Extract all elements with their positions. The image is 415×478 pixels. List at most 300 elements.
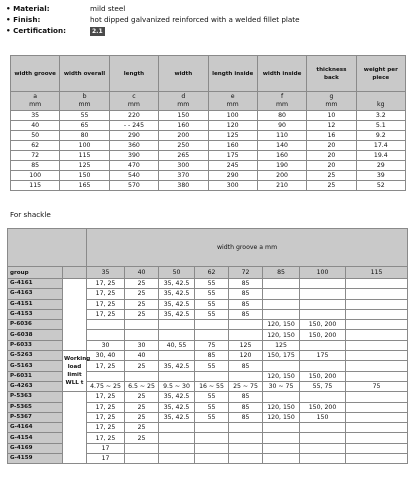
table-cell: 25 xyxy=(307,171,356,181)
group-cell: P-6036 xyxy=(8,320,63,330)
header-blank xyxy=(8,229,87,267)
group-cell: P-5367 xyxy=(8,412,63,422)
wll-cell xyxy=(125,320,159,330)
table-cell: 115 xyxy=(11,181,60,191)
unit-cell xyxy=(307,92,356,111)
wll-cell: 55 xyxy=(195,289,229,299)
table-cell: 300 xyxy=(208,181,257,191)
column-header-row xyxy=(8,267,408,279)
width-groove-header: width groove a mm xyxy=(87,229,408,267)
wll-cell xyxy=(159,454,195,464)
wll-cell xyxy=(346,371,408,381)
wll-cell: 17, 25 xyxy=(87,412,125,422)
wll-cell: 35, 42.5 xyxy=(159,309,195,319)
wll-cell xyxy=(159,351,195,361)
wll-cell: 150 xyxy=(300,412,346,422)
dimensions-header-row xyxy=(11,56,406,92)
table-cell: 12 xyxy=(307,121,356,131)
wll-cell: 55 xyxy=(195,412,229,422)
wll-cell xyxy=(195,454,229,464)
wll-cell: 85 xyxy=(229,361,263,371)
table-cell: 29 xyxy=(356,161,405,171)
table-row xyxy=(11,181,406,191)
table-row xyxy=(11,151,406,161)
unit-label: mm xyxy=(325,101,338,108)
wll-cell: 120, 150 xyxy=(263,371,300,381)
wll-cell xyxy=(263,433,300,443)
label-spacer xyxy=(63,279,87,351)
column-header: length xyxy=(109,56,158,92)
wll-cell: 85 xyxy=(229,392,263,402)
wll-cell: 120, 150 xyxy=(263,412,300,422)
width-column-header: 72 xyxy=(229,267,263,279)
wll-cell xyxy=(263,392,300,402)
wll-cell xyxy=(229,454,263,464)
wll-cell: 17, 25 xyxy=(87,289,125,299)
table-cell: 52 xyxy=(356,181,405,191)
table-row xyxy=(11,131,406,141)
wll-cell xyxy=(300,443,346,453)
wll-cell: 150, 200 xyxy=(300,371,346,381)
wll-cell xyxy=(300,423,346,433)
table-cell: 40 xyxy=(11,121,60,131)
wll-cell: 55 xyxy=(195,402,229,412)
table-cell: - - 245 xyxy=(109,121,158,131)
table-cell: 360 xyxy=(109,141,158,151)
unit-label: mm xyxy=(127,101,140,108)
wll-cell: 25 xyxy=(125,433,159,443)
wll-cell: 120 xyxy=(229,351,263,361)
wll-cell: 6.5 ~ 25 xyxy=(125,381,159,391)
group-cell: G-4161 xyxy=(8,279,63,289)
wll-cell xyxy=(125,371,159,381)
wll-cell xyxy=(300,361,346,371)
table-cell: 150 xyxy=(60,171,109,181)
header-blank xyxy=(63,267,87,279)
group-cell: G-5163 xyxy=(8,361,63,371)
wll-cell: 17, 25 xyxy=(87,392,125,402)
wll-cell: 55 xyxy=(195,309,229,319)
wll-cell: 55 xyxy=(195,392,229,402)
wll-cell xyxy=(346,423,408,433)
table-cell: 16 xyxy=(307,131,356,141)
column-header: width xyxy=(159,56,208,92)
unit-cell xyxy=(109,92,158,111)
wll-cell xyxy=(263,299,300,309)
wll-cell: 85 xyxy=(229,309,263,319)
wll-cell: 25 xyxy=(125,412,159,422)
spec-list xyxy=(6,3,411,36)
wll-cell: 30 xyxy=(125,340,159,350)
table-cell: 125 xyxy=(208,131,257,141)
wll-cell: 125 xyxy=(229,340,263,350)
dimension-letter: f xyxy=(280,93,284,100)
wll-cell: 25 xyxy=(125,289,159,299)
table-cell: 50 xyxy=(11,131,60,141)
unit-cell xyxy=(257,92,306,111)
wll-cell xyxy=(346,443,408,453)
dimension-letter: b xyxy=(82,93,87,100)
group-cell: G-4169 xyxy=(8,443,63,453)
unit-label: mm xyxy=(29,101,42,108)
spec-key: • Certification: xyxy=(6,26,66,35)
wll-cell xyxy=(125,443,159,453)
table-row xyxy=(11,171,406,181)
wll-cell xyxy=(300,433,346,443)
wll-cell: 85 xyxy=(229,289,263,299)
table-cell: 540 xyxy=(109,171,158,181)
wll-cell xyxy=(300,392,346,402)
spec-key: • Finish: xyxy=(6,15,41,24)
wll-cell xyxy=(195,433,229,443)
wll-cell: 150, 175 xyxy=(263,351,300,361)
wll-cell: 17 xyxy=(87,443,125,453)
wll-cell: 35, 42.5 xyxy=(159,392,195,402)
unit-label: mm xyxy=(226,101,239,108)
wll-cell: 17, 25 xyxy=(87,309,125,319)
dimension-letter: a xyxy=(33,93,38,100)
group-cell: P-5365 xyxy=(8,402,63,412)
wll-cell: 17, 25 xyxy=(87,423,125,433)
table-row xyxy=(11,141,406,151)
wll-cell: 85 xyxy=(229,299,263,309)
wll-cell xyxy=(263,309,300,319)
wll-cell: 17, 25 xyxy=(87,361,125,371)
wll-cell: 17, 25 xyxy=(87,433,125,443)
table-cell: 140 xyxy=(257,141,306,151)
wll-cell xyxy=(346,351,408,361)
group-cell: G-6038 xyxy=(8,330,63,340)
wll-cell xyxy=(346,361,408,371)
wll-cell xyxy=(263,443,300,453)
table-cell: 62 xyxy=(11,141,60,151)
wll-cell xyxy=(346,392,408,402)
column-header: width overall xyxy=(60,56,109,92)
wll-cell: 25 xyxy=(125,279,159,289)
table-row xyxy=(8,351,408,361)
table-cell: 265 xyxy=(159,151,208,161)
unit-cell xyxy=(11,92,60,111)
width-column-header: 35 xyxy=(87,267,125,279)
wll-cell xyxy=(229,330,263,340)
wll-cell xyxy=(263,361,300,371)
table-cell: 3.2 xyxy=(356,111,405,121)
unit-label: kg xyxy=(377,101,385,108)
table-cell: 190 xyxy=(257,161,306,171)
wll-cell: 35, 42.5 xyxy=(159,402,195,412)
column-header: thickness back xyxy=(307,56,356,92)
group-cell: G-4163 xyxy=(8,289,63,299)
wll-cell xyxy=(346,309,408,319)
wll-cell xyxy=(87,371,125,381)
wll-cell: 55 xyxy=(195,279,229,289)
wll-cell: 16 ~ 55 xyxy=(195,381,229,391)
wll-cell xyxy=(263,423,300,433)
dimension-letter: d xyxy=(181,93,186,100)
table-cell: 200 xyxy=(257,171,306,181)
wll-cell xyxy=(346,340,408,350)
table-cell: 100 xyxy=(208,111,257,121)
table-cell: 90 xyxy=(257,121,306,131)
wll-cell xyxy=(195,371,229,381)
wll-cell: 55 xyxy=(195,299,229,309)
wll-cell: 17, 25 xyxy=(87,402,125,412)
wll-cell xyxy=(346,412,408,422)
unit-row xyxy=(11,92,406,111)
group-cell: G-4263 xyxy=(8,381,63,391)
table-row xyxy=(11,111,406,121)
width-column-header: 85 xyxy=(263,267,300,279)
table-cell: 370 xyxy=(159,171,208,181)
wll-cell xyxy=(346,320,408,330)
width-column-header: 115 xyxy=(346,267,408,279)
wll-cell: 150, 200 xyxy=(300,402,346,412)
group-header: group xyxy=(8,267,63,279)
spec-finish xyxy=(6,14,411,25)
wll-cell xyxy=(300,340,346,350)
wll-cell xyxy=(195,443,229,453)
unit-cell xyxy=(208,92,257,111)
table-cell: 80 xyxy=(60,131,109,141)
spec-value: mild steel xyxy=(90,4,126,13)
table-cell: 55 xyxy=(60,111,109,121)
wll-cell xyxy=(87,320,125,330)
shackle-wll-table xyxy=(7,228,408,464)
table-cell: 110 xyxy=(257,131,306,141)
spec-value xyxy=(90,25,105,36)
wll-cell xyxy=(159,330,195,340)
table-cell: 85 xyxy=(11,161,60,171)
table-cell: 160 xyxy=(208,141,257,151)
table-cell: 210 xyxy=(257,181,306,191)
wll-cell xyxy=(125,454,159,464)
dimension-letter: e xyxy=(230,93,235,100)
dimensions-table xyxy=(10,55,406,191)
wll-cell xyxy=(159,433,195,443)
width-column-header: 50 xyxy=(159,267,195,279)
wll-cell: 55, 75 xyxy=(300,381,346,391)
wll-cell: 25 xyxy=(125,309,159,319)
table-cell: 160 xyxy=(257,151,306,161)
table-cell: 19.4 xyxy=(356,151,405,161)
width-column-header: 62 xyxy=(195,267,229,279)
table-cell: 65 xyxy=(60,121,109,131)
table-cell: 25 xyxy=(307,181,356,191)
table-row xyxy=(11,121,406,131)
group-cell: P-5363 xyxy=(8,392,63,402)
table-cell: 20 xyxy=(307,141,356,151)
wll-cell xyxy=(159,371,195,381)
spec-certification xyxy=(6,25,411,36)
table-cell: 250 xyxy=(159,141,208,151)
unit-cell xyxy=(60,92,109,111)
table-cell: 200 xyxy=(159,131,208,141)
table-cell: 20 xyxy=(307,161,356,171)
wll-cell: 35, 42.5 xyxy=(159,279,195,289)
table-cell: 5.1 xyxy=(356,121,405,131)
wll-cell: 30 ~ 75 xyxy=(263,381,300,391)
wll-cell xyxy=(263,279,300,289)
group-cell: G-4151 xyxy=(8,299,63,309)
wll-cell: 85 xyxy=(195,351,229,361)
wll-cell: 17, 25 xyxy=(87,279,125,289)
table-row xyxy=(8,279,408,289)
column-header: length inside xyxy=(208,56,257,92)
shackle-caption: For shackle xyxy=(10,210,51,219)
unit-label: mm xyxy=(276,101,289,108)
wll-cell: 75 xyxy=(346,381,408,391)
wll-cell: 35, 42.5 xyxy=(159,289,195,299)
group-cell: G-4154 xyxy=(8,433,63,443)
label-spacer xyxy=(63,392,87,464)
table-cell: 120 xyxy=(208,121,257,131)
wll-cell xyxy=(300,289,346,299)
wll-cell xyxy=(229,443,263,453)
spec-value: hot dipped galvanized reinforced with a welded fillet plate xyxy=(90,15,300,24)
wll-cell: 25 ~ 75 xyxy=(229,381,263,391)
wll-cell: 4.75 ~ 25 xyxy=(87,381,125,391)
wll-cell: 120, 150 xyxy=(263,402,300,412)
wll-cell: 125 xyxy=(263,340,300,350)
wll-cell xyxy=(300,309,346,319)
column-header: weight per piece xyxy=(356,56,405,92)
spec-material xyxy=(6,3,411,14)
wll-cell: 40, 55 xyxy=(159,340,195,350)
wll-cell xyxy=(159,443,195,453)
wll-cell: 30, 40 xyxy=(87,351,125,361)
dimension-letter: g xyxy=(329,93,334,100)
table-cell: 80 xyxy=(257,111,306,121)
wll-cell: 35, 42.5 xyxy=(159,412,195,422)
wll-cell: 150, 200 xyxy=(300,330,346,340)
table-cell: 470 xyxy=(109,161,158,171)
wll-cell xyxy=(195,423,229,433)
wll-cell xyxy=(229,423,263,433)
wll-cell: 25 xyxy=(125,361,159,371)
wll-cell: 120, 150 xyxy=(263,320,300,330)
column-header: width groove xyxy=(11,56,60,92)
wll-cell xyxy=(346,279,408,289)
table-cell: 9.2 xyxy=(356,131,405,141)
wll-cell xyxy=(229,320,263,330)
wll-cell: 150, 200 xyxy=(300,320,346,330)
width-column-header: 100 xyxy=(300,267,346,279)
table-row xyxy=(8,392,408,402)
table-cell: 290 xyxy=(208,171,257,181)
table-cell: 39 xyxy=(356,171,405,181)
wll-cell: 75 xyxy=(195,340,229,350)
wll-cell xyxy=(159,423,195,433)
wll-cell xyxy=(195,330,229,340)
width-column-header: 40 xyxy=(125,267,159,279)
wll-cell: 35, 42.5 xyxy=(159,299,195,309)
table-cell: 175 xyxy=(208,151,257,161)
unit-label: mm xyxy=(177,101,190,108)
wll-cell xyxy=(125,330,159,340)
table-row xyxy=(11,161,406,171)
wll-cell: 17 xyxy=(87,454,125,464)
wll-cell: 25 xyxy=(125,299,159,309)
wll-cell: 120, 150 xyxy=(263,330,300,340)
wll-cell: 9.5 ~ 30 xyxy=(159,381,195,391)
wll-cell xyxy=(300,454,346,464)
wll-cell xyxy=(346,402,408,412)
wll-cell: 55 xyxy=(195,361,229,371)
table-cell: 100 xyxy=(60,141,109,151)
wll-cell xyxy=(263,454,300,464)
wll-cell xyxy=(263,289,300,299)
wll-cell: 85 xyxy=(229,402,263,412)
wll-cell: 17, 25 xyxy=(87,299,125,309)
wll-cell xyxy=(229,371,263,381)
group-cell: G-4159 xyxy=(8,454,63,464)
wll-cell xyxy=(87,330,125,340)
table-cell: 290 xyxy=(109,131,158,141)
table-cell: 220 xyxy=(109,111,158,121)
group-cell: P-6033 xyxy=(8,340,63,350)
wll-cell: 85 xyxy=(229,279,263,289)
wll-cell: 35, 42.5 xyxy=(159,361,195,371)
width-header-row xyxy=(8,229,408,267)
unit-cell xyxy=(159,92,208,111)
table-cell: 17.4 xyxy=(356,141,405,151)
wll-label: Working load limit WLL t xyxy=(63,351,87,392)
wll-cell: 85 xyxy=(229,412,263,422)
unit-label: mm xyxy=(78,101,91,108)
table-cell: 35 xyxy=(11,111,60,121)
wll-cell xyxy=(195,320,229,330)
dimension-letter: c xyxy=(132,93,136,100)
wll-cell xyxy=(346,299,408,309)
unit-cell xyxy=(356,92,405,111)
group-cell: P-6031 xyxy=(8,371,63,381)
wll-cell xyxy=(229,433,263,443)
table-cell: 390 xyxy=(109,151,158,161)
spec-key: • Material: xyxy=(6,4,50,13)
wll-cell xyxy=(159,320,195,330)
wll-cell: 25 xyxy=(125,402,159,412)
table-cell: 10 xyxy=(307,111,356,121)
wll-cell: 25 xyxy=(125,392,159,402)
wll-cell: 175 xyxy=(300,351,346,361)
column-header: width inside xyxy=(257,56,306,92)
table-cell: 245 xyxy=(208,161,257,171)
group-cell: G-4164 xyxy=(8,423,63,433)
wll-cell xyxy=(300,279,346,289)
table-cell: 570 xyxy=(109,181,158,191)
group-cell: G-4153 xyxy=(8,309,63,319)
wll-cell xyxy=(346,330,408,340)
wll-cell xyxy=(346,454,408,464)
wll-cell: 25 xyxy=(125,423,159,433)
table-cell: 125 xyxy=(60,161,109,171)
table-cell: 72 xyxy=(11,151,60,161)
wll-cell: 40 xyxy=(125,351,159,361)
wll-cell xyxy=(346,433,408,443)
wll-cell xyxy=(346,289,408,299)
group-cell: G-5263 xyxy=(8,351,63,361)
wll-cell: 30 xyxy=(87,340,125,350)
wll-cell xyxy=(300,299,346,309)
table-cell: 165 xyxy=(60,181,109,191)
table-cell: 100 xyxy=(11,171,60,181)
table-cell: 380 xyxy=(159,181,208,191)
table-cell: 150 xyxy=(159,111,208,121)
table-cell: 300 xyxy=(159,161,208,171)
table-cell: 160 xyxy=(159,121,208,131)
table-cell: 115 xyxy=(60,151,109,161)
certification-badge: 2.1 xyxy=(92,28,103,35)
